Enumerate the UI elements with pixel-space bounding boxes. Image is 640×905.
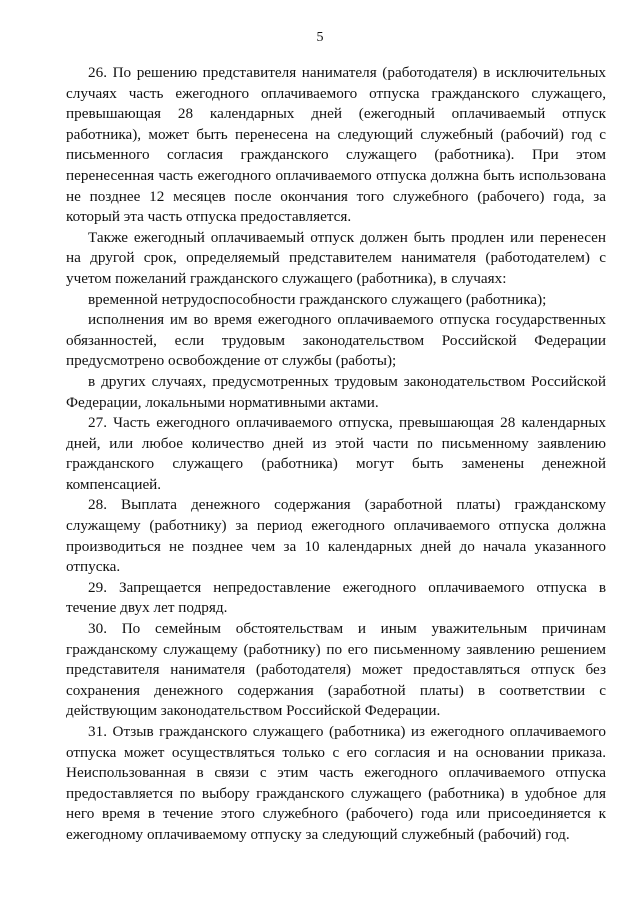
paragraph-28: 28. Выплата денежного содержания (заработной платы) гражданскому служащему (работнику) за период ежегодного оплачиваемого отпуска должна производиться не позднее чем за 10 календарных дней до начала указанного отпуска. [66,496,606,576]
paragraph-27: 27. Часть ежегодного оплачиваемого отпуска, превышающая 28 календарных дней, или любое количество дней из этой части по письменному заявлению гражданского служащего (работника) могут быть заменены денежной компенсацией. [66,414,606,493]
paragraph-26-case-state-duties: исполнения им во время ежегодного оплачиваемого отпуска государственных обязанностей, если трудовым законодательством Российской Федерации предусмотрено освобождение от службы (работы); [66,311,606,370]
paragraph-26: 26. По решению представителя нанимателя (работодателя) в исключительных случаях часть ежегодного оплачиваемого отпуска гражданского служащего, превышающая 28 календарных дней (ежегодный оплачиваемый отпуск работника), может быть перенесена на следующий служебный (рабочий) год с письменного согласия гражданского служащего (работника). При этом перенесенная часть ежегодного оплачиваемого отпуска должна быть использована не позднее 12 месяцев после окончания того служебного (рабочего) года, за который эта часть отпуска предоставляется. [66,64,606,226]
page-number: 5 [316,30,324,45]
paragraph-30: 30. По семейным обстоятельствам и иным уважительным причинам гражданскому служащему (работнику) по его письменному заявлению решением представителя нанимателя (работодателя) может предоставляться отпуск без сохранения денежного содержания (заработной платы) в соответствии с действующим законодательством Российской Федерации. [66,620,606,720]
paragraph-26-case-other: в других случаях, предусмотренных трудовым законодательством Российской Федерации, локальными нормативными актами. [66,372,606,411]
paragraph-31: 31. Отзыв гражданского служащего (работника) из ежегодного оплачиваемого отпуска может осуществляться только с его согласия и на основании приказа. Неиспользованная в связи с этим часть ежегодного оплачиваемого отпуска предоставляется по выбору гражданского служащего (работника) в удобное для него время в течение этого служебного (рабочего) года или присоединяется к ежегодному оплачиваемому отпуску за следующий служебный (рабочий) год. [66,723,606,843]
document-body [66,63,606,846]
paragraph-26-case-illness: временной нетрудоспособности гражданского служащего (работника); [88,290,547,308]
paragraph-26-extension: Также ежегодный оплачиваемый отпуск должен быть продлен или перенесен на другой срок, определяемый представителем нанимателя (работодателем) с учетом пожеланий гражданского служащего (работника), в случаях: [66,228,606,287]
paragraph-29: 29. Запрещается непредоставление ежегодного оплачиваемого отпуска в течение двух лет подряд. [66,578,606,617]
